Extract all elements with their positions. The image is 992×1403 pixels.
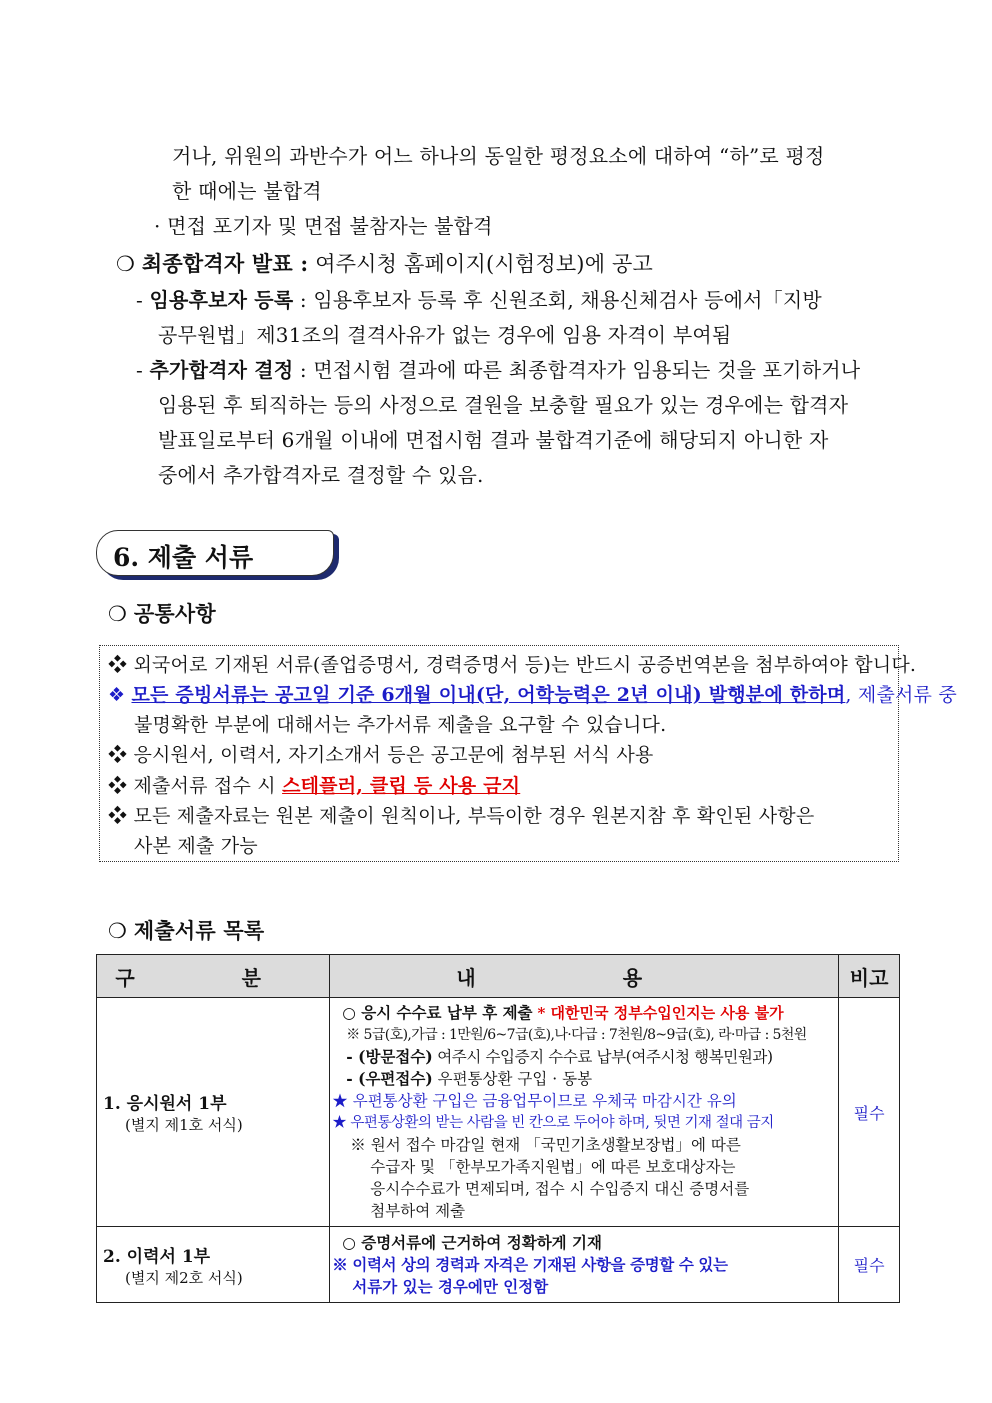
register-text-1: : 임용후보자 등록 후 신원조회, 채용신체검사 등에서「지방 bbox=[299, 288, 822, 312]
row-content bbox=[330, 998, 839, 1227]
diamond-bullet-icon: ❖ bbox=[108, 775, 128, 797]
list-title: 제출서류 목록 bbox=[133, 918, 265, 943]
notice-text: , 제출서류 중 bbox=[845, 684, 957, 706]
notice-text: 응시원서, 이력서, 자기소개서 등은 공고문에 첨부된 서식 사용 bbox=[133, 744, 654, 766]
circle-bullet-icon: ❍ bbox=[108, 602, 128, 626]
postal-caution-2: ★ 우편통상환의 받는 사람을 빈 칸으로 두어야 하며, 뒷면 기재 절대 금지 bbox=[332, 1115, 774, 1131]
exemption-line-1: ※ 원서 접수 마감일 현재 「국민기초생활보장법」에 따른 bbox=[350, 1136, 741, 1154]
additional-line-1 bbox=[136, 354, 860, 383]
table-row bbox=[97, 1227, 900, 1303]
diamond-bullet-icon: ❖ bbox=[108, 805, 128, 827]
mail-text: 우편통상환 구입 · 동봉 bbox=[432, 1070, 593, 1088]
row-note: 필수 bbox=[839, 1227, 900, 1303]
eval-text-line-2: 한 때에는 불합격 bbox=[172, 179, 322, 203]
exemption-line-4: 첨부하여 제출 bbox=[370, 1202, 466, 1220]
fee-amounts: ※ 5급(호),가급 : 1만원/6~7급(호),나·다급 : 7천원/8~9급(호), 라·마급 : 5천원 bbox=[346, 1027, 807, 1043]
final-announcement bbox=[116, 248, 653, 278]
table-row bbox=[97, 998, 900, 1227]
list-heading bbox=[108, 915, 264, 945]
fee-title: ○ 응시 수수료 납부 후 제출 bbox=[342, 1003, 533, 1022]
additional-title: 추가합격자 결정 bbox=[149, 358, 294, 382]
circle-bullet-icon: ❍ bbox=[116, 252, 136, 276]
resume-note-1: ※ 이력서 상의 경력과 자격은 기재된 사항을 증명할 수 있는 bbox=[332, 1254, 728, 1274]
documents-table bbox=[96, 954, 900, 1303]
dash-marker: - bbox=[136, 288, 143, 312]
doc-title: 1. 응시원서 1부 bbox=[103, 1094, 227, 1114]
row-note: 필수 bbox=[839, 998, 900, 1227]
stamp-warning: * 대한민국 정부수입인지는 사용 불가 bbox=[537, 1004, 784, 1022]
notice-text: 제출서류 접수 시 bbox=[133, 775, 276, 797]
content-line bbox=[332, 1046, 838, 1068]
diamond-bullet-icon: ❖ bbox=[108, 654, 128, 676]
common-title: 공통사항 bbox=[133, 601, 216, 626]
header-category: 구 분 bbox=[97, 955, 330, 998]
interview-absent-line: · 면접 포기자 및 면접 불참자는 불합격 bbox=[154, 214, 493, 238]
section-header bbox=[96, 530, 334, 576]
content-line bbox=[332, 1068, 838, 1090]
register-line-2: 공무원법」제31조의 결격사유가 없는 경우에 임용 자격이 부여됨 bbox=[158, 323, 732, 347]
diamond-bullet-icon: ❖ bbox=[108, 684, 126, 706]
register-title: 임용후보자 등록 bbox=[149, 288, 294, 312]
diamond-bullet-icon: ❖ bbox=[108, 744, 128, 766]
notice-item-3 bbox=[108, 740, 653, 767]
postal-caution-1: ★ 우편통상환 구입은 금융업무이므로 우체국 마감시간 유의 bbox=[332, 1092, 737, 1110]
notice-emphasis-text: 모든 증빙서류는 공고일 기준 6개월 이내(단, 어학능력은 2년 이내) 발행분에 한하며 bbox=[131, 684, 846, 706]
notice-text: 모든 제출자료는 원본 제출이 원칙이나, 부득이한 경우 원본지참 후 확인된 사항은 bbox=[133, 805, 815, 827]
mail-label: - (우편접수) bbox=[346, 1069, 433, 1088]
resume-instruction: ○ 증명서류에 근거하여 정확하게 기재 bbox=[342, 1232, 603, 1252]
notice-item-4 bbox=[108, 771, 520, 798]
header-content: 내 용 bbox=[330, 955, 839, 998]
notice-text: 외국어로 기재된 서류(졸업증명서, 경력증명서 등)는 반드시 공증번역본을 첨부하여야 합니다. bbox=[133, 654, 917, 676]
additional-text-1: : 면접시험 결과에 따른 최종합격자가 임용되는 것을 포기하거나 bbox=[299, 358, 861, 382]
dash-marker: - bbox=[136, 358, 143, 382]
notice-item-1 bbox=[108, 650, 916, 677]
additional-line-2: 임용된 후 퇴직하는 등의 사정으로 결원을 보충할 필요가 있는 경우에는 합격자 bbox=[158, 393, 849, 417]
resume-note-2: 서류가 있는 경우에만 인정함 bbox=[352, 1276, 549, 1296]
doc-title: 2. 이력서 1부 bbox=[103, 1246, 211, 1267]
table-header-row bbox=[97, 955, 900, 998]
section-title: 6. 제출 서류 bbox=[113, 543, 254, 572]
notice-item-2 bbox=[108, 680, 957, 707]
register-line-1 bbox=[136, 284, 822, 313]
exemption-line-2: 수급자 및 「한부모가족지원법」에 따른 보호대상자는 bbox=[370, 1158, 736, 1176]
exemption-line-3: 응시수수료가 면제되며, 접수 시 수입증지 대신 증명서를 bbox=[370, 1180, 750, 1198]
visit-text: 여주시 수입증지 수수료 납부(여주시청 행복민원과) bbox=[432, 1048, 773, 1066]
notice-item-5-cont: 사본 제출 가능 bbox=[134, 835, 258, 857]
final-announcement-title: 최종합격자 발표 : bbox=[141, 251, 309, 276]
header-note: 비고 bbox=[839, 955, 900, 998]
doc-form: (별지 제1호 서식) bbox=[125, 1116, 243, 1134]
notice-item-2-cont: 불명확한 부분에 대해서는 추가서류 제출을 요구할 수 있습니다. bbox=[134, 714, 667, 736]
doc-form: (별지 제2호 서식) bbox=[125, 1268, 243, 1287]
row-content bbox=[330, 1227, 839, 1303]
additional-line-4: 중에서 추가합격자로 결정할 수 있음. bbox=[158, 463, 484, 487]
additional-line-3: 발표일로부터 6개월 이내에 면접시험 결과 불합격기준에 해당되지 아니한 자 bbox=[158, 428, 829, 452]
circle-bullet-icon: ❍ bbox=[108, 919, 128, 943]
content-line bbox=[332, 1002, 838, 1024]
eval-text-line-1: 거나, 위원의 과반수가 어느 하나의 동일한 평정요소에 대하여 “하”로 평정 bbox=[172, 144, 825, 168]
final-announcement-text: 여주시청 홈페이지(시험정보)에 공고 bbox=[315, 252, 654, 276]
notice-item-5 bbox=[108, 801, 814, 828]
common-heading bbox=[108, 598, 216, 628]
notice-warning-text: 스테플러, 클립 등 사용 금지 bbox=[282, 775, 521, 797]
row-category bbox=[97, 998, 330, 1227]
row-category bbox=[97, 1227, 330, 1303]
visit-label: - (방문접수) bbox=[346, 1047, 433, 1066]
